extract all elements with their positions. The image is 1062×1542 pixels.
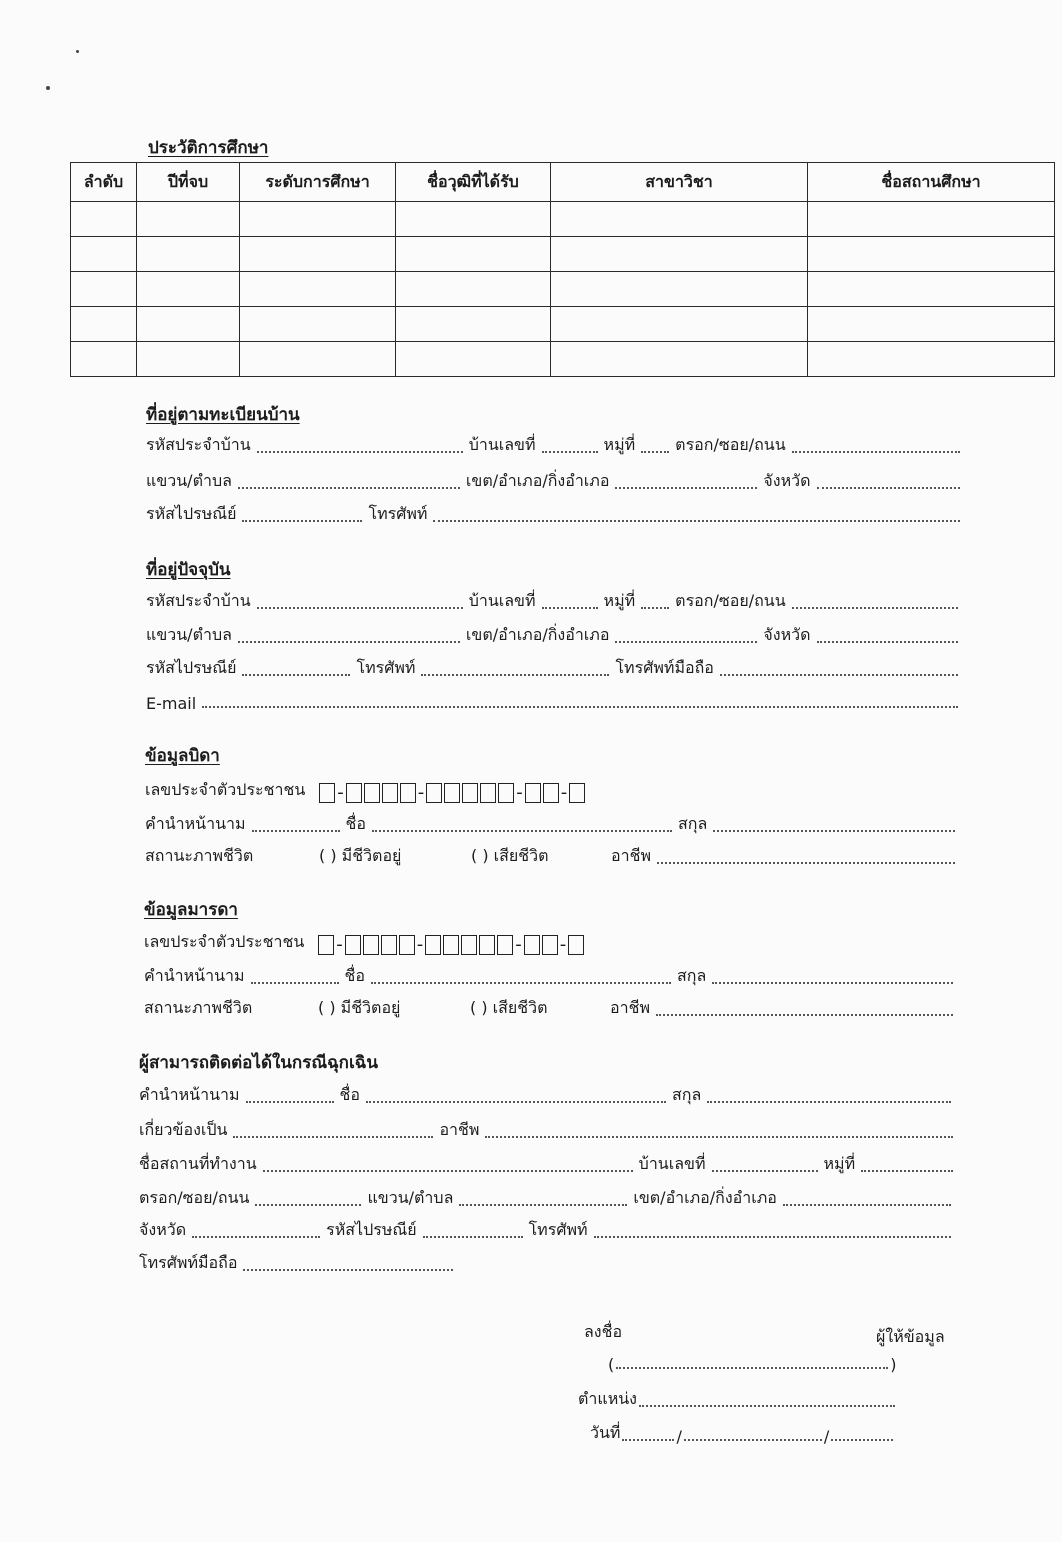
father-status-line: สถานะภาพชีวิต ( ) มีชีวิตอยู่ ( ) เสียชีวิต อาชีพ [145,845,961,869]
emergency-moo-field[interactable] [861,1170,953,1172]
cell[interactable] [240,307,396,342]
father-heading: ข้อมูลบิดา [145,746,220,766]
emergency-address-line: ตรอก/ซอย/ถนน แขวน/ตำบล เขต/อำเภอ/กิ่งอำเภอ [139,1187,957,1211]
reg-house-code-field[interactable] [257,451,463,453]
cell[interactable] [71,342,137,377]
mother-heading: ข้อมูลมารดา [144,900,238,920]
cell[interactable] [240,202,396,237]
cell[interactable] [71,272,137,307]
cur-house-code-field[interactable] [257,607,463,609]
reg-district-field[interactable] [615,487,757,489]
cell[interactable] [240,272,396,307]
current-address-heading: ที่อยู่ปัจจุบัน [146,560,231,580]
cell[interactable] [396,272,551,307]
date-line: วันที่ / / [590,1421,895,1446]
reg-moo-field[interactable] [641,451,669,453]
education-header-row [71,163,1055,202]
cell[interactable] [240,342,396,377]
emergency-mobile-line: โทรศัพท์มือถือ [139,1252,459,1276]
signature-name-line: ( ) [608,1355,897,1374]
mother-deceased-checkbox[interactable]: ( ) เสียชีวิต [470,998,548,1017]
date-day-field[interactable] [622,1439,674,1441]
education-heading: ประวัติการศึกษา [148,138,269,158]
cur-soi-field[interactable] [792,607,958,609]
signature-name-field[interactable] [616,1367,888,1369]
emergency-phone-field[interactable] [594,1236,951,1238]
position-line: ตำแหน่ง [578,1387,897,1412]
emergency-workplace-field[interactable] [263,1170,633,1172]
cell[interactable] [137,272,240,307]
father-occupation-field[interactable] [657,862,955,864]
cell[interactable] [137,307,240,342]
cur-district-field[interactable] [615,641,757,643]
cell[interactable] [551,237,808,272]
education-table [70,162,1055,377]
cell[interactable] [396,307,551,342]
cur-province-field[interactable] [817,641,958,643]
cell[interactable] [71,307,137,342]
col-degree: ชื่อวุฒิที่ได้รับ [396,163,551,202]
cell[interactable] [137,202,240,237]
cell[interactable] [240,237,396,272]
reg-line-3: รหัสไปรษณีย์ โทรศัพท์ [146,503,966,527]
father-deceased-checkbox[interactable]: ( ) เสียชีวิต [471,846,549,865]
mother-surname-field[interactable] [712,982,953,984]
cur-moo-field[interactable] [641,607,669,609]
reg-soi-field[interactable] [792,451,960,453]
father-id-boxes[interactable]: - - - - [319,782,587,803]
mother-prefix-field[interactable] [251,982,339,984]
signature-label: ลงชื่อ [584,1322,623,1341]
table-row [71,237,1055,272]
reg-province-field[interactable] [817,487,960,489]
cur-subdistrict-field[interactable] [238,641,460,643]
mother-alive-checkbox[interactable]: ( ) มีชีวิตอยู่ [318,998,401,1017]
mother-status-line: สถานะภาพชีวิต ( ) มีชีวิตอยู่ ( ) เสียชีวิต อาชีพ [144,997,959,1021]
col-level: ระดับการศึกษา [240,163,396,202]
cur-mobile-field[interactable] [720,674,958,676]
registered-address-heading: ที่อยู่ตามทะเบียนบ้าน [146,405,300,425]
father-surname-field[interactable] [713,830,955,832]
reg-subdistrict-field[interactable] [238,487,460,489]
cell[interactable] [396,237,551,272]
cur-house-no-field[interactable] [542,607,598,609]
cur-postcode-field[interactable] [242,674,350,676]
mother-occupation-field[interactable] [656,1014,953,1016]
cur-line-3: รหัสไปรษณีย์ โทรศัพท์ โทรศัพท์มือถือ [146,657,964,681]
mother-name-field[interactable] [371,982,671,984]
cell[interactable] [137,237,240,272]
cur-phone-field[interactable] [421,674,609,676]
position-field[interactable] [639,1405,895,1407]
emergency-province-field[interactable] [192,1236,320,1238]
emergency-workplace-line: ชื่อสถานที่ทำงาน บ้านเลขที่ หมู่ที่ [139,1153,959,1177]
informant-label: ผู้ให้ข้อมูล [876,1327,945,1346]
cur-line-4: E-mail [146,689,964,713]
mother-id-boxes[interactable]: - - - - [318,934,586,955]
mother-name-line: คำนำหน้านาม ชื่อ สกุล [144,965,959,989]
emergency-heading: ผู้สามารถติดต่อได้ในกรณีฉุกเฉิน [139,1053,378,1073]
table-row [71,307,1055,342]
emergency-district-field[interactable] [783,1204,951,1206]
cell[interactable] [808,202,1055,237]
emergency-mobile-field[interactable] [243,1269,453,1271]
cell[interactable] [137,342,240,377]
emergency-prefix-field[interactable] [246,1101,334,1103]
table-row [71,272,1055,307]
emergency-postcode-field[interactable] [423,1236,523,1238]
cur-email-field[interactable] [202,706,958,708]
cell[interactable] [71,202,137,237]
emergency-house-no-field[interactable] [712,1170,818,1172]
father-alive-checkbox[interactable]: ( ) มีชีวิตอยู่ [319,846,402,865]
cell[interactable] [396,342,551,377]
date-month-field[interactable] [684,1439,822,1441]
father-id-line: เลขประจำตัวประชาชน - - - - [145,775,587,803]
reg-line-1: รหัสประจำบ้าน บ้านเลขที่ หมู่ที่ ตรอก/ซอย/ถนน [146,434,966,458]
reg-postcode-field[interactable] [242,520,362,522]
emergency-soi-field[interactable] [255,1204,361,1206]
cell[interactable] [551,307,808,342]
cur-line-2: แขวน/ตำบล เขต/อำเภอ/กิ่งอำเภอ จังหวัด [146,624,964,648]
emergency-relation-line: เกี่ยวข้องเป็น อาชีพ [139,1119,959,1143]
cur-line-1: รหัสประจำบ้าน บ้านเลขที่ หมู่ที่ ตรอก/ซอย/ถนน [146,590,964,614]
cell[interactable] [396,202,551,237]
cell[interactable] [808,342,1055,377]
date-year-field[interactable] [831,1439,893,1441]
scan-speck [46,86,50,90]
reg-house-no-field[interactable] [542,451,598,453]
emergency-occupation-field[interactable] [485,1136,953,1138]
table-row [71,202,1055,237]
father-name-field[interactable] [372,830,672,832]
emergency-subdistrict-field[interactable] [459,1204,627,1206]
cell[interactable] [808,237,1055,272]
reg-line-2: แขวน/ตำบล เขต/อำเภอ/กิ่งอำเภอ จังหวัด [146,470,966,494]
cell[interactable] [551,272,808,307]
mother-id-line: เลขประจำตัวประชาชน - - - - [144,927,586,955]
scan-speck [76,50,79,53]
emergency-name-field[interactable] [366,1101,666,1103]
emergency-relation-field[interactable] [233,1136,433,1138]
emergency-name-line: คำนำหน้านาม ชื่อ สกุล [139,1084,957,1108]
emergency-province-line: จังหวัด รหัสไปรษณีย์ โทรศัพท์ [139,1219,957,1243]
col-major: สาขาวิชา [551,163,808,202]
cell[interactable] [551,202,808,237]
cell[interactable] [808,307,1055,342]
cell[interactable] [551,342,808,377]
col-institution: ชื่อสถานศึกษา [808,163,1055,202]
reg-phone-field[interactable] [433,520,960,522]
emergency-surname-field[interactable] [707,1101,951,1103]
father-name-line: คำนำหน้านาม ชื่อ สกุล [145,813,961,837]
col-year: ปีที่จบ [137,163,240,202]
col-order: ลำดับ [71,163,137,202]
cell[interactable] [808,272,1055,307]
table-row [71,342,1055,377]
father-prefix-field[interactable] [252,830,340,832]
cell[interactable] [71,237,137,272]
